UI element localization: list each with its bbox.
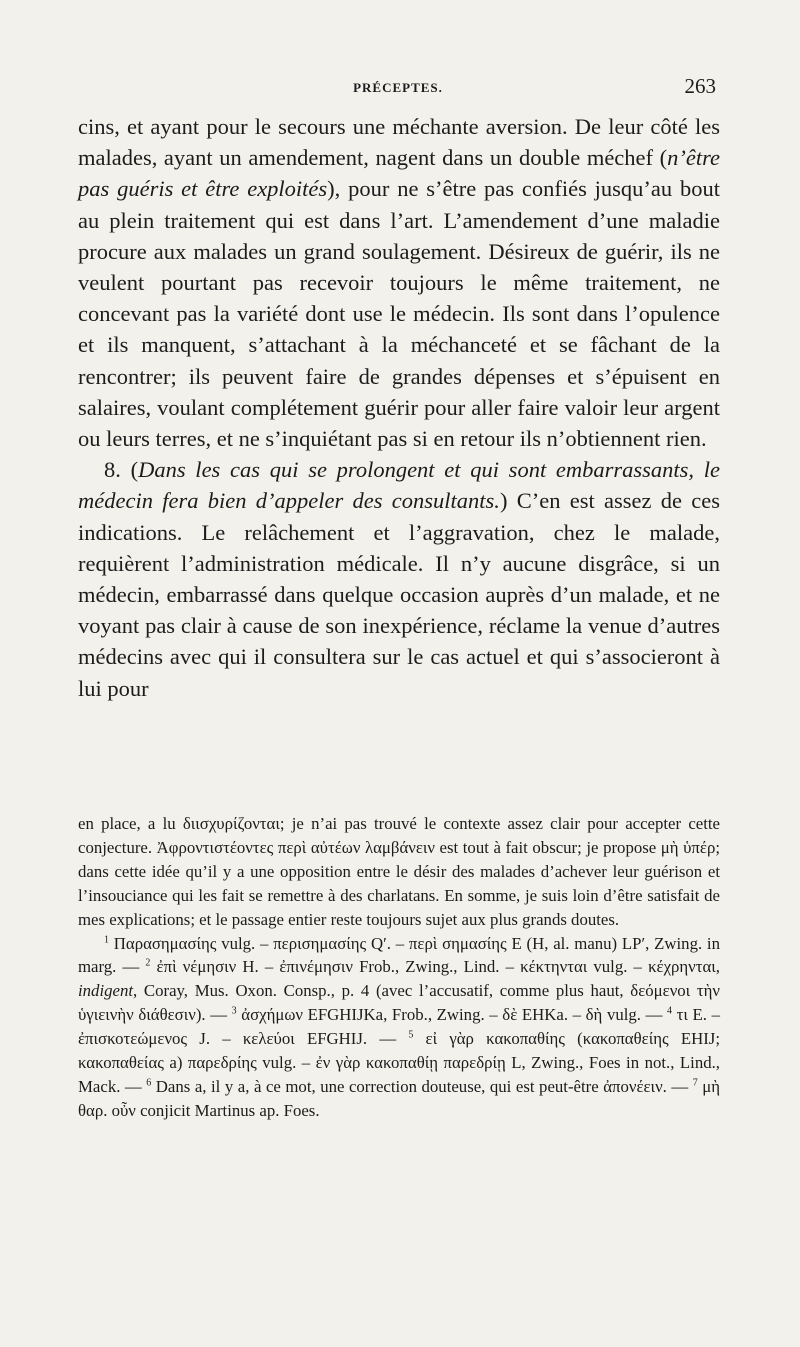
footnote-marker: 7 xyxy=(692,1077,698,1089)
note-text: μὴ θαρ. οὖν conjicit Martinus ap. Foes. xyxy=(78,1076,721,1120)
note-text: ἐπὶ νέμησιν H. – ἐπινέμησιν Frob., Zwing., Lind. – κέκτηνται vulg. – κέχρηνται, xyxy=(150,957,721,977)
note-text: , Coray, Mus. Oxon. Consp., p. 4 (avec l’accusatif, comme plus haut, δεόμενοι τὴν ὑγιεινὴν διάθεσιν). — xyxy=(78,981,720,1025)
p2-text: ) C’en est assez de ces indications. Le relâchement et l’aggravation, chez le malade, requièrent l’administration médicale. Il n’y aucune disgrâce, si un médecin, embarrassé dans quelque occasion auprès d’un malade, et ne voyant pas clair à cause de son inexpérience, réclame la venue d’autres médecins avec qui il consultera sur le cas actuel et qui s’associeront à lui pour xyxy=(78,488,720,701)
footnote-marker: 3 xyxy=(231,1005,237,1017)
footnote-marker: 5 xyxy=(408,1029,414,1041)
note-text: Dans a, il y a, à ce mot, une correction douteuse, qui est peut-être ἀπονέειν. — xyxy=(151,1076,693,1096)
note-text: ἀσχήμων EFGHIJKa, Frob., Zwing. – δὲ EHKa. – δὴ vulg. — xyxy=(236,1005,668,1025)
variant-notes xyxy=(78,932,720,1123)
p2-number: 8. ( xyxy=(104,457,139,483)
main-text xyxy=(78,111,720,704)
note-text: εἰ γὰρ κακοπαθίης (κακοπαθείης EHIJ; κακοπαθείας a) παρεδρίης vulg. – ἐν γὰρ κακοπαθίῃ παρεδρίῃ L, Zwing., Foes in not., Lind., Mack. — xyxy=(78,1029,720,1096)
page-number: 263 xyxy=(684,74,716,98)
page-header xyxy=(78,74,718,102)
note-text: τι E. – ἐπισκοτεώμενος J. – κελεύοι EFGHIJ. — xyxy=(78,1005,721,1049)
note-italic: indigent xyxy=(78,981,133,1001)
running-title: PRÉCEPTES. xyxy=(353,80,443,95)
p1-text-b: ), pour ne s’être pas confiés jusqu’au bout au plein traitement qui est dans l’art. L’amendement d’une maladie procure aux malades un grand soulagement. Désireux de guérir, ils ne veulent pourtant pas recevoir toujours le même traitement, ne concevant pas la variété dont use le médecin. Ils sont dans l’opulence et ils manquent, s’attachant à la méchanceté et se fâchant de la rencontrer; ils peuvent faire de grandes dépenses et s’épuisent en salaires, voulant complétement guérir pour aller faire valoir leur argent ou leurs terres, et ne s’inquiétant pas si en retour ils n’obtiennent rien. xyxy=(78,176,720,452)
p1-italic: n’être pas guéris et être exploités xyxy=(78,145,720,202)
footnote-marker: 6 xyxy=(146,1077,152,1089)
footnote-marker: 1 xyxy=(104,933,109,945)
paragraph-8 xyxy=(78,454,720,704)
footnote-marker: 4 xyxy=(667,1005,673,1017)
paragraph-1 xyxy=(78,111,720,454)
p2-italic: Dans les cas qui se prolongent et qui sont embarrassants, le médecin fera bien d’appeler des consultants. xyxy=(78,457,720,514)
p1-text-a: cins, et ayant pour le secours une méchante aversion. De leur côté les malades, ayant un amendement, nagent dans un double méchef ( xyxy=(78,114,720,171)
footnote-marker: 2 xyxy=(145,957,151,969)
note-text: Παρασημασίης vulg. – περισημασίης Q′. – περὶ σημασίης E (H, al. manu) LP′, Zwing. in marg. — xyxy=(78,933,720,977)
footnotes xyxy=(78,812,720,1123)
note-continuation: en place, a lu διισχυρίζονται; je n’ai pas trouvé le contexte assez clair pour accepter cette conjecture. Ἀφροντιστέοντες περὶ αὐτέων λαμβάνειν est tout à fait obscur; je propose μὴ ὑπέρ; dans cette idée qu’il y a une opposition entre le désir des malades d’achever leur guérison et l’insouciance qui les fait se remettre à des charlatans. En somme, je suis loin d’être satisfait de mes explications; et le passage entier reste toujours sujet aux plus grands doutes. xyxy=(78,814,720,929)
